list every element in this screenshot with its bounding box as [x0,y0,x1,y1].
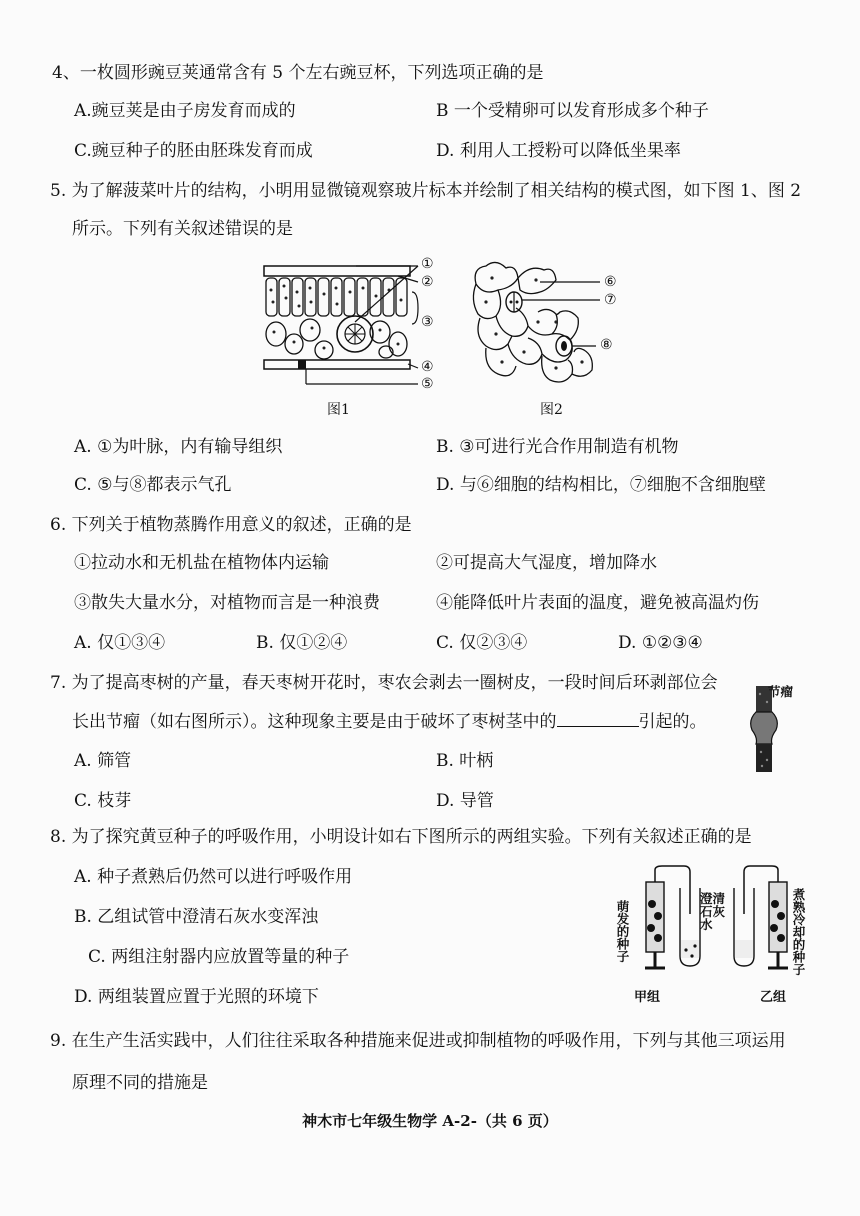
fig1-label-1: ① [421,256,434,272]
q8-option-d: D. 两组装置应置于光照的环境下 [74,987,319,1007]
fig2-label-8: ⑧ [600,337,613,353]
fig1-caption: 图1 [327,402,350,418]
group-a-label: 甲组 [634,990,661,1005]
fig1-label-3: ③ [421,314,434,330]
q6-statement-1: ①拉动水和无机盐在植物体内运输 [74,553,329,573]
q4-stem: 4、一枚圆形豌豆荚通常含有 5 个左右豌豆杯，下列选项正确的是 [52,63,544,83]
q5-option-b: B. ③可进行光合作用制造有机物 [436,437,679,457]
label-cooked-seeds: 煮熟冷却的种子 [791,888,806,976]
q5-stem-line2: 所示。下列有关叙述错误的是 [72,219,293,239]
q7-option-a: A. 筛管 [74,751,132,771]
q5-option-c: C. ⑤与⑧都表示气孔 [74,475,232,495]
q6-statement-2: ②可提高大气湿度，增加降水 [436,553,657,573]
fig1-label-4: ④ [421,359,434,375]
q8-option-a: A. 种子煮熟后仍然可以进行呼吸作用 [74,867,353,887]
page-footer: 神木市七年级生物学 A-2-（共 6 页） [302,1112,558,1130]
q6-option-c: C. 仅②③④ [436,633,528,653]
fig1-label-2: ② [421,274,434,290]
q4-option-a: A.豌豆荚是由子房发育而成的 [74,101,296,121]
q9-stem-line2: 原理不同的措施是 [72,1073,208,1093]
label-sprouting-seeds: 萌发的种子 [615,900,630,963]
q8-option-b: B. 乙组试管中澄清石灰水变浑浊 [74,907,319,927]
q6-statement-4: ④能降低叶片表面的温度，避免被高温灼伤 [436,593,759,613]
q6-option-a: A. 仅①③④ [74,633,166,653]
q8-option-c: C. 两组注射器内应放置等量的种子 [88,947,350,967]
group-b-label: 乙组 [760,990,787,1005]
q5-stem-line1: 5. 为了解菠菜叶片的结构，小明用显微镜观察玻片标本并绘制了相关结构的模式图，如下图 1、图 2 [50,181,802,201]
q7-option-d: D. 导管 [436,791,494,811]
leaf-cross-section-figure [258,252,448,402]
q5-option-d: D. 与⑥细胞的结构相比，⑦细胞不含细胞壁 [436,475,766,495]
fig7-label-node: 节瘤 [768,684,794,699]
q6-stem: 6. 下列关于植物蒸腾作用意义的叙述，正确的是 [50,515,412,535]
q7-stem-line2 [72,710,707,733]
q6-option-d: D. ①②③④ [618,633,703,653]
q7-stem-part2: 引起的。 [638,712,707,732]
q9-stem-line1: 9. 在生产生活实践中，人们往往采取各种措施来促进或抑制植物的呼吸作用，下列与其他三项运用 [50,1031,786,1051]
q7-option-b: B. 叶柄 [436,751,494,771]
q7-option-c: C. 枝芽 [74,791,132,811]
q4-option-c: C.豌豆种子的胚由胚珠发育而成 [74,141,313,161]
q7-stem-part1: 长出节瘤（如右图所示）。这种现象主要是由于破坏了枣树茎中的 [72,712,557,732]
fig2-label-7: ⑦ [604,292,617,308]
q7-stem-line1: 7. 为了提高枣树的产量，春天枣树开花时，枣农会剥去一圈树皮，一段时间后环剥部位会 [50,673,718,693]
q5-option-a: A. ①为叶脉，内有输导组织 [74,437,283,457]
q8-stem: 8. 为了探究黄豆种子的呼吸作用，小明设计如右下图所示的两组实验。下列有关叙述正确的是 [50,827,752,847]
label-limewater: 澄清石灰水 [700,891,726,932]
fig1-label-5: ⑤ [421,376,434,392]
q6-statement-3: ③散失大量水分，对植物而言是一种浪费 [74,593,380,613]
q7-answer-blank[interactable] [557,710,639,727]
q4-option-b: B 一个受精卵可以发育形成多个种子 [436,101,709,121]
epidermis-figure [468,256,608,396]
fig2-caption: 图2 [540,402,563,418]
q4-option-d: D. 利用人工授粉可以降低坐果率 [436,141,681,161]
q6-option-b: B. 仅①②④ [256,633,348,653]
fig2-label-6: ⑥ [604,274,617,290]
